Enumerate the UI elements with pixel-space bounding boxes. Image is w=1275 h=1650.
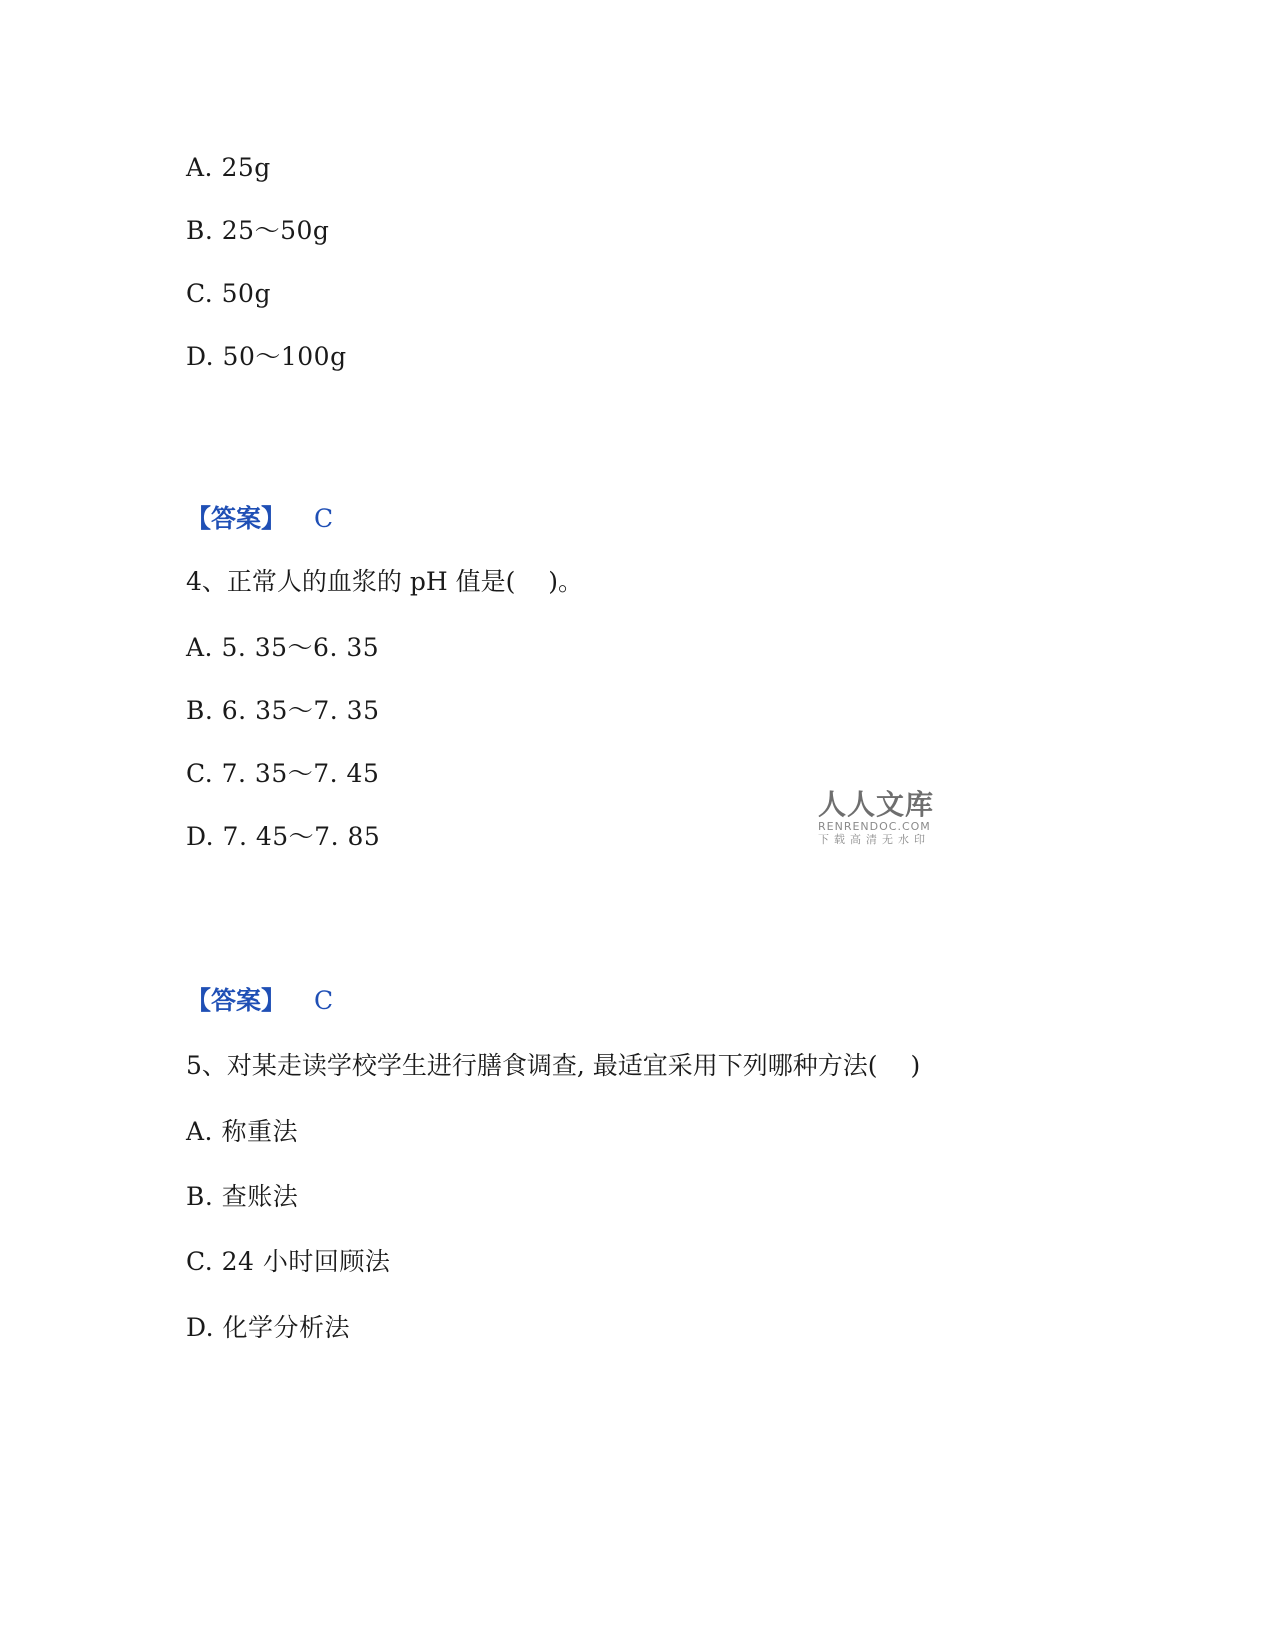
q4-option-b: B. 6. 35～7. 35: [186, 696, 380, 725]
q4-answer: [186, 985, 333, 1017]
answer-value: C: [314, 986, 334, 1015]
answer-label: 【答案】: [186, 504, 287, 533]
answer-label: 【答案】: [186, 986, 287, 1015]
q4-option-d: D. 7. 45～7. 85: [186, 822, 381, 851]
q5-option-c: C. 24 小时回顾法: [186, 1247, 391, 1276]
watermark-logo: 人人文库: [818, 788, 935, 821]
watermark-domain: RENRENDOC.COM: [818, 820, 931, 833]
q3-option-d: D. 50～100g: [186, 342, 347, 371]
watermark: [818, 790, 948, 847]
q5-option-a: A. 称重法: [186, 1117, 298, 1146]
watermark-slogan: 下载高清无水印: [818, 833, 930, 846]
q4-question: 4、正常人的血浆的 pH 值是( )。: [186, 567, 584, 596]
q5-option-b: B. 查账法: [186, 1182, 299, 1211]
q3-answer: [186, 503, 333, 535]
q4-option-a: A. 5. 35～6. 35: [186, 633, 380, 662]
q5-question: 5、对某走读学校学生进行膳食调查, 最适宜采用下列哪种方法( ): [186, 1051, 921, 1080]
answer-value: C: [314, 504, 334, 533]
q3-option-c: C. 50g: [186, 279, 271, 308]
q3-option-b: B. 25～50g: [186, 216, 330, 245]
q4-option-c: C. 7. 35～7. 45: [186, 759, 380, 788]
q3-option-a: A. 25g: [186, 153, 271, 182]
q5-option-d: D. 化学分析法: [186, 1313, 351, 1342]
